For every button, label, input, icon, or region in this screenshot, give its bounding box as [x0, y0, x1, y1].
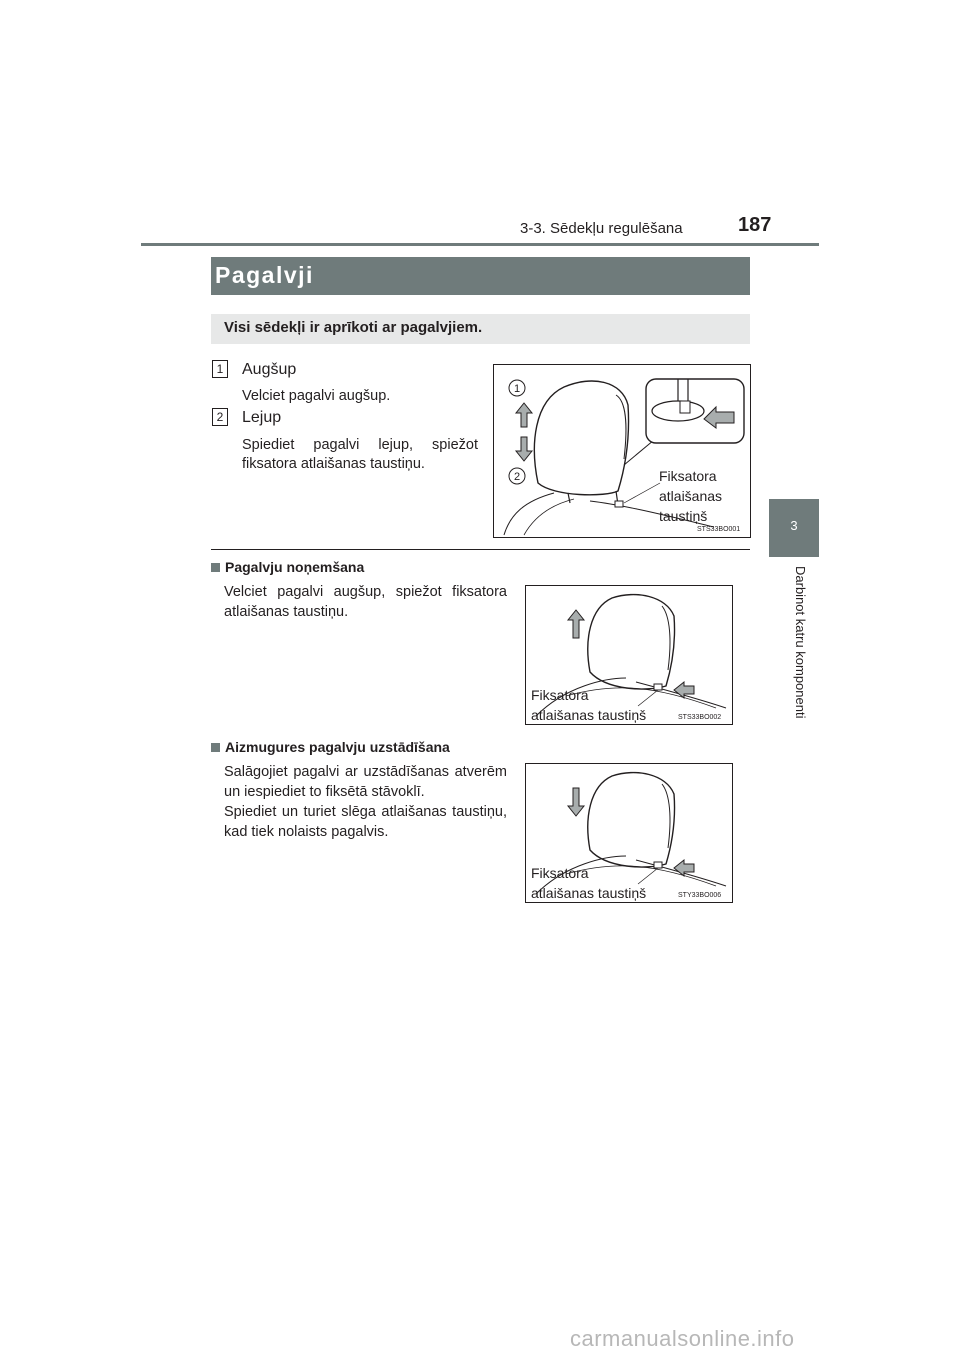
item-number-1: 1 — [212, 360, 228, 378]
header-rule — [141, 243, 819, 246]
install-text-1: Salāgojiet pagalvi ar uzstādīšanas atverēm un iespiediet to fiksētā stāvoklī. — [224, 764, 507, 800]
bullet-square-icon — [211, 743, 220, 752]
headrest-install-figure — [525, 763, 733, 903]
headrest-illustration — [494, 365, 750, 537]
watermark: carmanualsonline.info — [570, 1326, 795, 1351]
chapter-label: Darbinot katru komponenti — [793, 566, 808, 719]
figure-code-3: STY33BO006 — [678, 892, 722, 899]
callout-1: 1 — [513, 383, 521, 395]
install-heading — [211, 739, 450, 755]
item-heading-down: Lejup — [242, 409, 282, 426]
install-label-line1: Fiksatora — [531, 865, 589, 881]
bullet-square-icon — [211, 563, 220, 572]
intro-text: Visi sēdekļi ir aprīkoti ar pagalvjiem. — [224, 319, 483, 336]
section-title: 3-3. Sēdekļu regulēšana — [520, 220, 683, 237]
removal-label-line1: Fiksatora — [531, 687, 589, 703]
removal-label-line2: atlaišanas taustiņš — [531, 707, 647, 723]
install-heading-text: Aizmugures pagalvju uzstādīšana — [225, 739, 450, 755]
page-heading: Pagalvji — [215, 262, 314, 288]
item-number-2: 2 — [212, 408, 228, 426]
section-separator — [211, 549, 750, 550]
headrest-removal-figure — [525, 585, 733, 725]
page-number: 187 — [738, 214, 772, 236]
install-label-line2: atlaišanas taustiņš — [531, 885, 647, 901]
install-text-2: Spiediet un turiet slēga atlaišanas taustiņu, kad tiek nolaists pagalvis. — [224, 804, 507, 840]
release-button-label-line3: taustiņš — [659, 508, 708, 524]
removal-heading-text: Pagalvju noņemšana — [225, 559, 365, 575]
removal-text: Velciet pagalvi augšup, spiežot fiksatora atlaišanas taustiņu. — [224, 584, 507, 620]
removal-heading — [211, 559, 364, 575]
item-body-up: Velciet pagalvi augšup. — [242, 388, 391, 404]
callout-2: 2 — [513, 471, 521, 483]
item-heading-up: Augšup — [242, 361, 297, 378]
item-body-down: Spiediet pagalvi lejup, spiežot fiksatora atlaišanas taustiņu. — [242, 437, 478, 472]
chapter-number: 3 — [790, 518, 798, 533]
headrest-adjust-figure — [493, 364, 751, 538]
figure-code-2: STS33BO002 — [678, 714, 722, 721]
figure-code-1: STS33BO001 — [697, 526, 741, 533]
release-button-label-line1: Fiksatora — [659, 468, 717, 484]
release-button-label-line2: atlaišanas — [659, 488, 723, 504]
